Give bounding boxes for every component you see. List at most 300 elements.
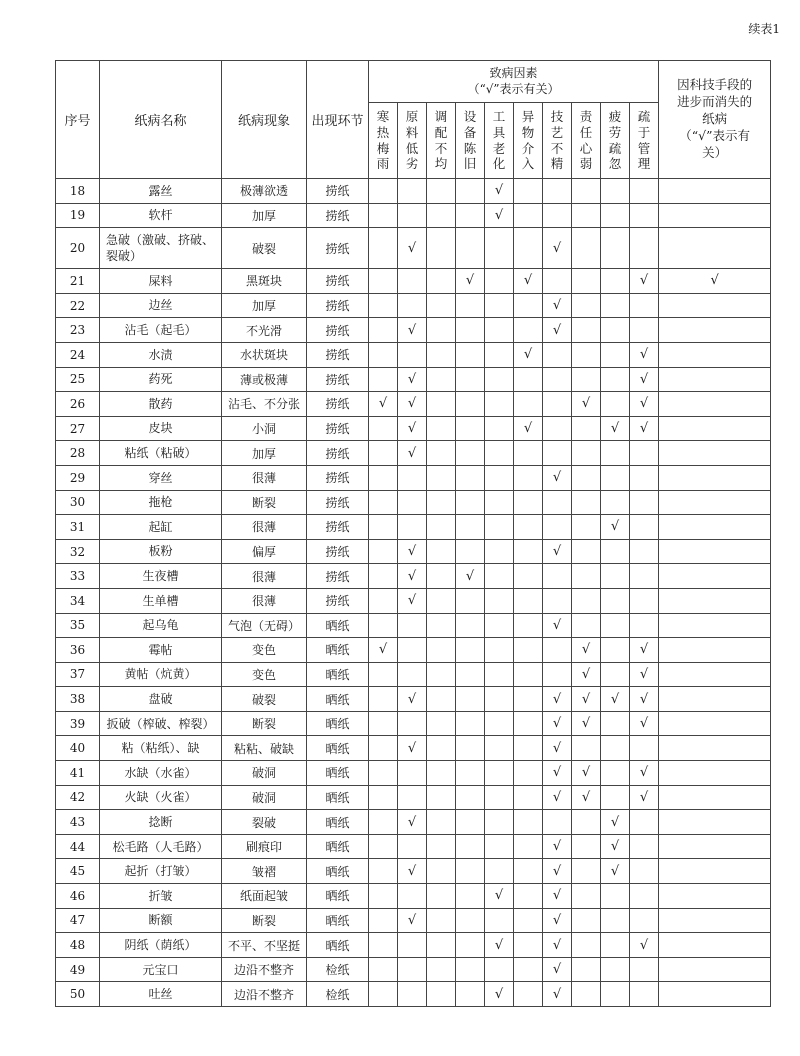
cell-factor-7: √ (543, 711, 572, 736)
cell-factor-3 (427, 179, 456, 204)
cell-name: 药死 (100, 367, 222, 392)
cell-factor-7 (543, 367, 572, 392)
cell-name: 起缸 (100, 515, 222, 540)
cell-factor-5 (485, 638, 514, 663)
cell-factor-2: √ (398, 367, 427, 392)
cell-stage: 晒纸 (307, 662, 369, 687)
cell-stage: 捞纸 (307, 564, 369, 589)
cell-factor-7 (543, 490, 572, 515)
cell-index: 48 (56, 933, 100, 958)
cell-index: 25 (56, 367, 100, 392)
cell-factor-3 (427, 465, 456, 490)
cell-stage: 捞纸 (307, 367, 369, 392)
cell-factor-10 (630, 179, 659, 204)
cell-factor-6 (514, 687, 543, 712)
cell-factor-7 (543, 179, 572, 204)
header-progress-line: （“√”表示有 (679, 127, 750, 143)
cell-phenomenon: 加厚 (222, 203, 307, 228)
cell-name: 板粉 (100, 539, 222, 564)
cell-factor-2 (398, 515, 427, 540)
cell-factor-4 (456, 293, 485, 318)
cell-factor-1 (369, 884, 398, 909)
cell-factor-2 (398, 957, 427, 982)
cell-name: 屎料 (100, 269, 222, 294)
cell-name: 沾毛（起毛） (100, 318, 222, 343)
cell-factor-9 (601, 761, 630, 786)
cell-factor-5 (485, 564, 514, 589)
cell-name: 吐丝 (100, 982, 222, 1007)
cell-factor-8 (572, 834, 601, 859)
cell-progress (659, 392, 771, 417)
cell-factor-8 (572, 515, 601, 540)
cell-stage: 检纸 (307, 957, 369, 982)
cell-factor-7: √ (543, 933, 572, 958)
cell-factor-6 (514, 367, 543, 392)
cell-progress (659, 515, 771, 540)
cell-phenomenon: 加厚 (222, 293, 307, 318)
cell-index: 24 (56, 342, 100, 367)
cell-progress (659, 761, 771, 786)
cell-factor-9 (601, 711, 630, 736)
table-row (56, 711, 771, 736)
cell-factor-1 (369, 515, 398, 540)
cell-factor-1 (369, 367, 398, 392)
cell-factor-1 (369, 859, 398, 884)
cell-factor-9 (601, 588, 630, 613)
cell-factor-4 (456, 834, 485, 859)
cell-factor-5 (485, 539, 514, 564)
cell-factor-7: √ (543, 982, 572, 1007)
cell-factor-5 (485, 613, 514, 638)
cell-factor-2 (398, 638, 427, 663)
cell-factor-6 (514, 392, 543, 417)
cell-factor-4 (456, 441, 485, 466)
cell-index: 41 (56, 761, 100, 786)
cell-factor-2: √ (398, 416, 427, 441)
cell-factor-3 (427, 490, 456, 515)
cell-factor-9: √ (601, 834, 630, 859)
cell-factor-1 (369, 810, 398, 835)
cell-name: 扳破（榨破、榨裂） (100, 711, 222, 736)
table-row (56, 515, 771, 540)
cell-stage: 捞纸 (307, 515, 369, 540)
cell-factor-10 (630, 982, 659, 1007)
cell-factor-2 (398, 342, 427, 367)
cell-factor-6 (514, 662, 543, 687)
table-row (56, 834, 771, 859)
header-factors-title: 致病因素 (489, 65, 538, 80)
cell-factor-4 (456, 539, 485, 564)
table-row (56, 269, 771, 294)
cell-name: 软杆 (100, 203, 222, 228)
cell-factor-4 (456, 228, 485, 269)
cell-factor-8 (572, 293, 601, 318)
cell-factor-8: √ (572, 638, 601, 663)
cell-factor-7 (543, 416, 572, 441)
cell-progress (659, 490, 771, 515)
cell-factor-5 (485, 318, 514, 343)
cell-factor-6 (514, 785, 543, 810)
cell-factor-9 (601, 228, 630, 269)
cell-factor-7: √ (543, 736, 572, 761)
header-factor-5: 工 具 老 化 (485, 103, 514, 179)
cell-factor-8: √ (572, 711, 601, 736)
cell-factor-10: √ (630, 761, 659, 786)
cell-stage: 捞纸 (307, 416, 369, 441)
cell-progress (659, 662, 771, 687)
cell-factor-6 (514, 810, 543, 835)
cell-progress (659, 465, 771, 490)
cell-factor-9 (601, 662, 630, 687)
cell-progress (659, 367, 771, 392)
cell-factor-9: √ (601, 687, 630, 712)
cell-factor-6 (514, 613, 543, 638)
cell-factor-4 (456, 908, 485, 933)
cell-progress (659, 539, 771, 564)
cell-phenomenon: 黑斑块 (222, 269, 307, 294)
cell-factor-2: √ (398, 859, 427, 884)
cell-factor-10: √ (630, 933, 659, 958)
cell-factor-9: √ (601, 416, 630, 441)
cell-factor-1 (369, 908, 398, 933)
cell-factor-1 (369, 982, 398, 1007)
cell-factor-10: √ (630, 638, 659, 663)
header-factor-6: 异 物 介 入 (514, 103, 543, 179)
cell-factor-9 (601, 203, 630, 228)
cell-name: 黄帖（炕黄） (100, 662, 222, 687)
cell-factor-8 (572, 228, 601, 269)
cell-factor-4 (456, 588, 485, 613)
cell-factor-4 (456, 416, 485, 441)
table-row (56, 539, 771, 564)
cell-factor-6 (514, 539, 543, 564)
cell-factor-3 (427, 736, 456, 761)
table-row (56, 638, 771, 663)
cell-factor-9 (601, 564, 630, 589)
cell-factor-4 (456, 367, 485, 392)
cell-name: 生夜槽 (100, 564, 222, 589)
cell-factor-6: √ (514, 269, 543, 294)
cell-factor-10: √ (630, 711, 659, 736)
cell-name: 霉帖 (100, 638, 222, 663)
cell-name: 折皱 (100, 884, 222, 909)
cell-factor-8: √ (572, 662, 601, 687)
cell-phenomenon: 很薄 (222, 465, 307, 490)
cell-factor-7 (543, 342, 572, 367)
cell-index: 29 (56, 465, 100, 490)
cell-phenomenon: 断裂 (222, 711, 307, 736)
cell-factor-5 (485, 687, 514, 712)
cell-progress (659, 318, 771, 343)
cell-factor-10 (630, 908, 659, 933)
cell-factor-8 (572, 613, 601, 638)
table-row (56, 613, 771, 638)
cell-factor-10 (630, 957, 659, 982)
cell-progress (659, 228, 771, 269)
cell-factor-5 (485, 810, 514, 835)
cell-factor-10 (630, 515, 659, 540)
cell-factor-1 (369, 203, 398, 228)
cell-factor-1 (369, 761, 398, 786)
cell-factor-6 (514, 441, 543, 466)
cell-factor-1 (369, 736, 398, 761)
cell-phenomenon: 破洞 (222, 761, 307, 786)
cell-factor-10: √ (630, 785, 659, 810)
cell-factor-2: √ (398, 392, 427, 417)
cell-factor-6 (514, 318, 543, 343)
cell-factor-8 (572, 465, 601, 490)
cell-factor-10 (630, 588, 659, 613)
cell-index: 37 (56, 662, 100, 687)
cell-factor-8: √ (572, 785, 601, 810)
cell-index: 47 (56, 908, 100, 933)
cell-factor-4 (456, 203, 485, 228)
cell-index: 40 (56, 736, 100, 761)
cell-progress (659, 179, 771, 204)
cell-factor-6 (514, 859, 543, 884)
header-factors-note: （“√”表示有关） (467, 81, 560, 96)
cell-name: 起乌龟 (100, 613, 222, 638)
cell-factor-10 (630, 539, 659, 564)
cell-factor-5 (485, 367, 514, 392)
table-row (56, 982, 771, 1007)
cell-stage: 捞纸 (307, 269, 369, 294)
table-row (56, 859, 771, 884)
cell-stage: 捞纸 (307, 490, 369, 515)
cell-index: 34 (56, 588, 100, 613)
cell-factor-6 (514, 293, 543, 318)
cell-index: 50 (56, 982, 100, 1007)
header-stage: 出现环节 (307, 61, 369, 179)
table-row (56, 884, 771, 909)
cell-factor-4 (456, 761, 485, 786)
cell-phenomenon: 水状斑块 (222, 342, 307, 367)
cell-progress (659, 982, 771, 1007)
cell-factor-3 (427, 318, 456, 343)
cell-factor-6 (514, 490, 543, 515)
cell-factor-7: √ (543, 957, 572, 982)
table-row (56, 293, 771, 318)
cell-factor-8 (572, 318, 601, 343)
cell-factor-7: √ (543, 761, 572, 786)
cell-factor-10 (630, 834, 659, 859)
cell-factor-5 (485, 662, 514, 687)
table-row (56, 342, 771, 367)
cell-factor-2 (398, 834, 427, 859)
cell-phenomenon: 很薄 (222, 515, 307, 540)
cell-factor-1 (369, 662, 398, 687)
cell-phenomenon: 变色 (222, 662, 307, 687)
header-progress-line: 进步而消失的 (677, 94, 753, 110)
header-progress-line: 纸病 (702, 111, 728, 127)
header-progress (659, 61, 771, 179)
cell-factor-2 (398, 613, 427, 638)
cell-factor-10: √ (630, 269, 659, 294)
cell-stage: 捞纸 (307, 539, 369, 564)
cell-factor-4 (456, 736, 485, 761)
cell-factor-7: √ (543, 318, 572, 343)
cell-factor-3 (427, 638, 456, 663)
cell-factor-9 (601, 490, 630, 515)
cell-factor-8 (572, 957, 601, 982)
cell-phenomenon: 刷痕印 (222, 834, 307, 859)
cell-factor-8 (572, 203, 601, 228)
table-row (56, 367, 771, 392)
table-row (56, 908, 771, 933)
cell-factor-5 (485, 859, 514, 884)
cell-factor-1 (369, 539, 398, 564)
cell-factor-9 (601, 982, 630, 1007)
cell-factor-7: √ (543, 465, 572, 490)
cell-factor-9 (601, 539, 630, 564)
cell-index: 38 (56, 687, 100, 712)
cell-factor-3 (427, 687, 456, 712)
cell-index: 42 (56, 785, 100, 810)
cell-factor-1 (369, 465, 398, 490)
table-row (56, 957, 771, 982)
cell-stage: 晒纸 (307, 933, 369, 958)
table-row (56, 810, 771, 835)
cell-stage: 捞纸 (307, 318, 369, 343)
cell-factor-9 (601, 392, 630, 417)
cell-factor-3 (427, 539, 456, 564)
cell-factor-5 (485, 736, 514, 761)
cell-factor-4 (456, 859, 485, 884)
cell-factor-7 (543, 269, 572, 294)
cell-name: 急破（激破、挤破、裂破） (100, 228, 222, 269)
cell-stage: 捞纸 (307, 293, 369, 318)
cell-factor-8 (572, 810, 601, 835)
cell-factor-4 (456, 515, 485, 540)
cell-index: 35 (56, 613, 100, 638)
cell-factor-7 (543, 564, 572, 589)
cell-phenomenon: 边沿不整齐 (222, 957, 307, 982)
cell-factor-8 (572, 441, 601, 466)
cell-factor-5 (485, 588, 514, 613)
cell-progress (659, 908, 771, 933)
cell-factor-2 (398, 761, 427, 786)
cell-factor-7 (543, 662, 572, 687)
cell-factor-3 (427, 859, 456, 884)
cell-phenomenon: 变色 (222, 638, 307, 663)
cell-phenomenon: 破洞 (222, 785, 307, 810)
cell-stage: 检纸 (307, 982, 369, 1007)
cell-factor-5 (485, 490, 514, 515)
cell-factor-1: √ (369, 638, 398, 663)
cell-factor-9 (601, 342, 630, 367)
cell-factor-5 (485, 416, 514, 441)
cell-name: 起折（打皱） (100, 859, 222, 884)
cell-name: 水缺（水雀） (100, 761, 222, 786)
cell-factor-5: √ (485, 179, 514, 204)
cell-factor-2 (398, 884, 427, 909)
cell-factor-2: √ (398, 441, 427, 466)
table-row (56, 392, 771, 417)
cell-factor-9 (601, 785, 630, 810)
cell-progress (659, 638, 771, 663)
cell-factor-1 (369, 416, 398, 441)
cell-stage: 捞纸 (307, 228, 369, 269)
cell-stage: 晒纸 (307, 785, 369, 810)
cell-index: 19 (56, 203, 100, 228)
cell-factor-10: √ (630, 342, 659, 367)
cell-factor-8 (572, 588, 601, 613)
cell-factor-2 (398, 785, 427, 810)
cell-factor-8 (572, 539, 601, 564)
cell-factor-4 (456, 342, 485, 367)
cell-factor-5: √ (485, 884, 514, 909)
cell-progress (659, 957, 771, 982)
cell-stage: 捞纸 (307, 392, 369, 417)
cell-factor-8 (572, 933, 601, 958)
cell-factor-9: √ (601, 859, 630, 884)
cell-factor-9 (601, 638, 630, 663)
cell-factor-1 (369, 687, 398, 712)
cell-factor-4 (456, 810, 485, 835)
cell-factor-7 (543, 810, 572, 835)
cell-factor-10: √ (630, 367, 659, 392)
cell-factor-9 (601, 908, 630, 933)
cell-factor-4 (456, 179, 485, 204)
cell-index: 33 (56, 564, 100, 589)
cell-factor-9 (601, 736, 630, 761)
cell-stage: 捞纸 (307, 465, 369, 490)
cell-progress (659, 613, 771, 638)
cell-factor-3 (427, 761, 456, 786)
cell-factor-5 (485, 515, 514, 540)
cell-factor-2 (398, 982, 427, 1007)
cell-factor-6 (514, 588, 543, 613)
table-row (56, 933, 771, 958)
cell-factor-10 (630, 490, 659, 515)
cell-factor-7: √ (543, 539, 572, 564)
cell-factor-1 (369, 228, 398, 269)
cell-factor-3 (427, 711, 456, 736)
cell-factor-6 (514, 834, 543, 859)
cell-index: 36 (56, 638, 100, 663)
cell-factor-2: √ (398, 564, 427, 589)
cell-name: 穿丝 (100, 465, 222, 490)
table-row (56, 490, 771, 515)
cell-phenomenon: 粘粘、破缺 (222, 736, 307, 761)
cell-index: 18 (56, 179, 100, 204)
cell-factor-6 (514, 179, 543, 204)
cell-factor-3 (427, 613, 456, 638)
cell-factor-4 (456, 785, 485, 810)
cell-factor-2: √ (398, 228, 427, 269)
cell-phenomenon: 加厚 (222, 441, 307, 466)
header-index: 序号 (56, 61, 100, 179)
cell-factor-10 (630, 810, 659, 835)
cell-factor-7 (543, 638, 572, 663)
cell-factor-7 (543, 203, 572, 228)
cell-factor-1 (369, 564, 398, 589)
cell-progress (659, 810, 771, 835)
cell-progress (659, 884, 771, 909)
table-row (56, 179, 771, 204)
table-row (56, 564, 771, 589)
cell-phenomenon: 不光滑 (222, 318, 307, 343)
cell-factor-8 (572, 490, 601, 515)
cell-factor-1 (369, 957, 398, 982)
cell-factor-5 (485, 269, 514, 294)
cell-factor-3 (427, 810, 456, 835)
cell-factor-4 (456, 711, 485, 736)
cell-index: 49 (56, 957, 100, 982)
cell-factor-5 (485, 957, 514, 982)
cell-factor-8: √ (572, 687, 601, 712)
cell-phenomenon: 很薄 (222, 588, 307, 613)
